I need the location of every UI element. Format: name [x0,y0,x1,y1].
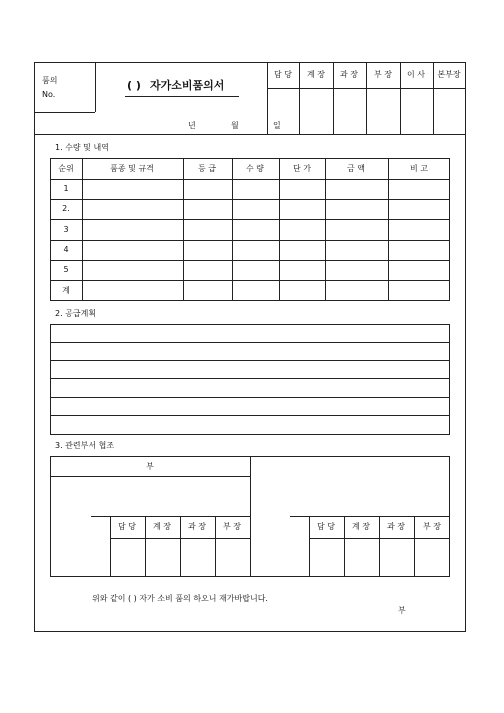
coop-right-approval-label: 담 당 [317,522,335,531]
items-row-label: 계 [62,286,70,295]
approval-label: 과 장 [340,70,358,79]
coop-right-grid-line [414,516,415,577]
coop-left-approval-label: 과 장 [188,522,206,531]
approval-grid-line [267,62,268,134]
approval-label: 부 장 [374,70,392,79]
approval-label: 본부장 [437,70,461,79]
coop-left-approval-label: 부 장 [223,522,241,531]
supply-plan-line [50,415,450,416]
coop-left-grid-line [110,516,111,577]
items-row-label: 3 [63,225,69,234]
approval-grid-line [333,62,334,134]
items-row-line [50,280,450,281]
items-header-cell: 순위 [58,164,74,173]
cooperation-divider [250,456,251,577]
coop-left-grid-line [145,516,146,577]
approval-grid-line [366,62,367,134]
supply-plan-line [50,342,450,343]
items-row-label: 4 [63,245,69,254]
coop-left-grid-line [215,516,216,577]
approval-request-statement: 위와 같이 ( ) 자가 소비 품의 하오니 재가바랍니다. [92,594,268,603]
title-underline [125,96,239,97]
form-title-prefix: ( ) [127,79,141,92]
coop-right-grid-line [309,516,310,577]
doc-no-label: 품의 [42,76,58,85]
header-docno-divider [95,62,96,112]
footer-dept: 부 [398,606,406,615]
items-header-cell: 단 가 [293,164,311,173]
approval-label: 계 장 [307,70,325,79]
doc-no-sub: No. [42,90,56,99]
coop-left-grid-line [180,516,181,577]
items-header-cell: 등 급 [198,164,216,173]
header-docno-bottom [34,112,95,113]
items-header-cell: 수 량 [246,164,264,173]
coop-right-grid-line [344,516,345,577]
coop-right-approval-label: 계 장 [352,522,370,531]
section2-title: 2. 공급계획 [55,309,97,318]
date-day: 일 [273,121,281,130]
supply-plan-line [50,360,450,361]
section3-title: 3. 관련부서 협조 [55,441,115,450]
approval-grid-line [267,88,466,89]
items-row-label: 5 [63,265,69,274]
cooperation-dept-label: 부 [146,462,154,471]
items-header-cell: 품종 및 규격 [110,164,154,173]
coop-left-grid-line [91,516,250,517]
items-row-line [50,240,450,241]
coop-right-approval-label: 과 장 [387,522,405,531]
approval-grid-line [433,62,434,134]
supply-plan-box [50,324,450,435]
items-row-label: 1 [63,184,69,193]
header-bottom-line [34,134,466,135]
items-row-line [50,219,450,220]
approval-label: 담 당 [274,70,292,79]
approval-grid-line [299,62,300,134]
items-row-line [50,260,450,261]
items-header-cell: 금 액 [347,164,365,173]
form-title: 자가소비품의서 [150,79,225,92]
coop-right-grid-line [379,516,380,577]
date-month: 월 [231,121,239,130]
approval-label: 이 사 [407,70,425,79]
coop-right-grid-line [290,516,450,517]
date-year: 년 [188,121,196,130]
items-row-label: 2. [62,204,70,213]
cooperation-dept-line [50,476,250,477]
coop-left-approval-label: 담 당 [118,522,136,531]
coop-right-approval-label: 부 장 [423,522,441,531]
section1-title: 1. 수량 및 내역 [55,143,109,152]
items-header-cell: 비 고 [410,164,428,173]
items-row-line [50,179,450,180]
supply-plan-line [50,378,450,379]
approval-grid-line [400,62,401,134]
supply-plan-line [50,397,450,398]
coop-left-approval-label: 계 장 [153,522,171,531]
items-row-line [50,199,450,200]
